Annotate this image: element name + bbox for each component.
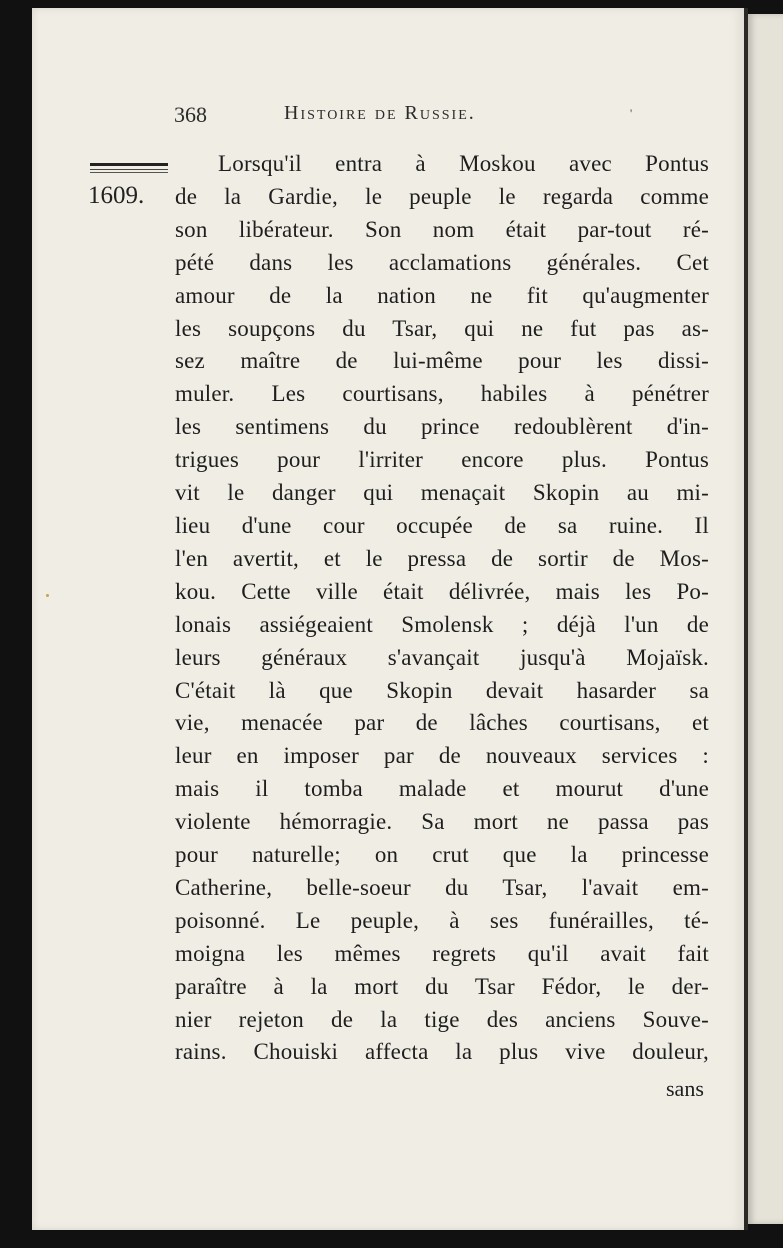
text-line: Catherine, belle-soeur du Tsar, l'avait em-: [175, 874, 709, 900]
text-line: nier rejeton de la tige des anciens Souve-: [175, 1006, 709, 1032]
book-page: [32, 8, 744, 1230]
text-line: rains. Chouiski affecta la plus vive douleur,: [175, 1039, 709, 1065]
margin-rule-thin: [90, 172, 168, 173]
text-line: leur en imposer par de nouveaux services :: [175, 743, 709, 769]
text-line: leurs généraux s'avançait jusqu'à Mojaïsk.: [175, 644, 709, 670]
text-line: vie, menacée par de lâches courtisans, et: [175, 710, 709, 736]
text-line: lonais assiégeaient Smolensk ; déjà l'un de: [175, 611, 709, 637]
running-title: Histoire de Russie.: [284, 102, 476, 124]
text-line: son libérateur. Son nom était par-tout ré-: [175, 216, 709, 242]
body-text: [175, 148, 709, 1069]
text-line: C'était là que Skopin devait hasarder sa: [175, 677, 709, 703]
text-line: les soupçons du Tsar, qui ne fut pas as-: [175, 315, 709, 341]
text-line: pour naturelle; on crut que la princesse: [175, 842, 709, 868]
page-header: [32, 102, 744, 132]
text-line: Lorsqu'il entra à Moskou avec Pontus: [218, 151, 709, 176]
header-mark: ': [630, 106, 633, 120]
text-line: paraître à la mort du Tsar Fédor, le der-: [175, 973, 709, 999]
text-line: trigues pour l'irriter encore plus. Pontus: [175, 447, 709, 473]
text-line: mais il tomba malade et mourut d'une: [175, 776, 709, 802]
page-number: 368: [174, 102, 207, 127]
text-line: kou. Cette ville était délivrée, mais les Po-: [175, 578, 709, 604]
text-line: moigna les mêmes regrets qu'il avait fait: [175, 940, 709, 966]
margin-rule: [90, 163, 168, 170]
text-line: vit le danger qui menaçait Skopin au mi-: [175, 480, 709, 506]
text-line: lieu d'une cour occupée de sa ruine. Il: [175, 512, 709, 538]
paper-speck: [46, 594, 49, 597]
text-line: les sentimens du prince redoublèrent d'in-: [175, 414, 709, 440]
text-line: sez maître de lui-même pour les dissi-: [175, 348, 709, 374]
facing-page-edge: [748, 14, 783, 1224]
text-line: muler. Les courtisans, habiles à pénétrer: [175, 381, 709, 407]
text-line: amour de la nation ne fit qu'augmenter: [175, 282, 709, 308]
margin-year: 1609.: [88, 182, 145, 209]
text-line: violente hémorragie. Sa mort ne passa pas: [175, 809, 709, 835]
catchword: sans: [666, 1076, 704, 1101]
text-line: l'en avertit, et le pressa de sortir de Mos-: [175, 545, 709, 571]
text-line: de la Gardie, le peuple le regarda comme: [175, 183, 709, 209]
text-line: pété dans les acclamations générales. Cet: [175, 249, 709, 275]
text-line: poisonné. Le peuple, à ses funérailles, té-: [175, 907, 709, 933]
